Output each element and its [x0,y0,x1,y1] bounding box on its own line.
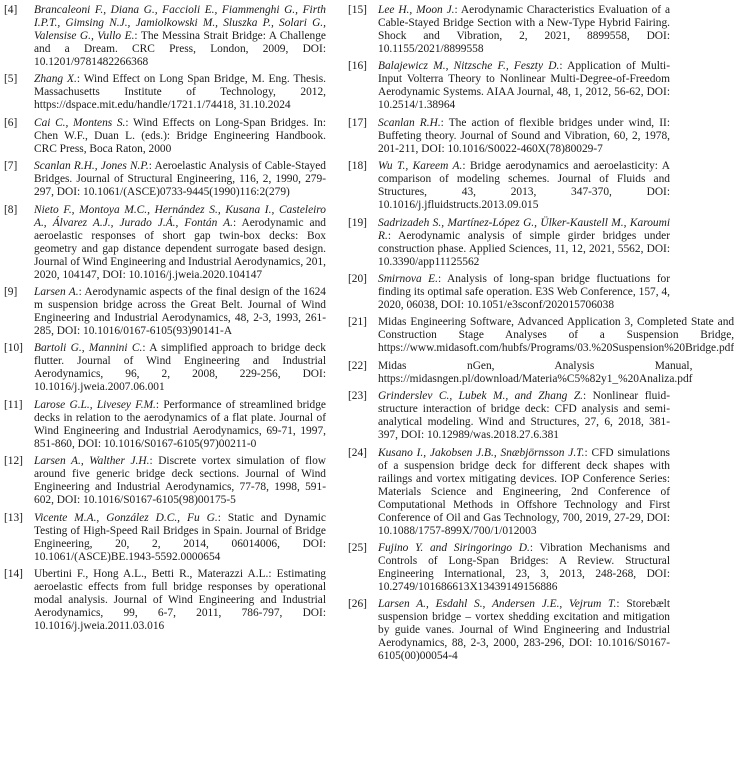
reference-authors: Scanlan R.H. [378,116,441,129]
reference-details: : Nonlinear fluid-structure interaction of bridge deck: CFD analysis and semi-analytical modeling. Wind and Structures, 27, 6, 2018, 381-397, DOI: 10.12989/was.2018.27.6.381 [378,390,670,442]
reference-number: [25] [348,541,367,554]
reference-text [378,217,670,269]
reference-item [4,117,326,156]
reference-item [4,4,326,69]
reference-number: [22] [348,359,367,372]
reference-text [378,4,670,56]
reference-text [378,60,670,112]
reference-number: [7] [4,160,18,173]
reference-details: : Aeroelastic Analysis of Cable-Stayed Bridges. Journal of Structural Engineering, 116, 2, 1990, 279-297, DOI: 10.1061/(ASCE)0733-9445(1990)116:2(279) [34,160,326,199]
reference-authors: Larsen A., Esdahl S., Andersen J.E., Vejrum T. [378,598,617,611]
reference-text [34,399,326,451]
reference-authors: Brancaleoni F., Diana G., Faccioli E., Fiammenghi G., Firth I.P.T., Gimsing N.J., Jamiolkowski M., Sluszka P., Solari G., Valensise G., Vullo E. [34,4,326,42]
reference-item [4,342,326,394]
reference-details: Midas Engineering Software, Advanced Application 3, Completed State and Construction Stage Analyses of a Suspension Bridge, https://www.midasoft.com/hubfs/Programs/03.%20Suspension%20Bridge.pdf [378,316,734,355]
reference-item [4,399,326,451]
reference-item [348,390,670,442]
reference-item [348,117,670,156]
reference-details: : Application of Multi-Input Volterra Theory to Nonlinear Multi-Degree-of-Freedom Aerodynamic Systems. AIAA Journal, 48, 1, 2012, 56-62, DOI: 10.2514/1.38964 [378,60,670,112]
reference-number: [24] [348,446,367,459]
reference-text [34,455,326,507]
reference-details: : A simplified approach to bridge deck flutter. Journal of Wind Engineering and Industrial Aerodynamics, 96, 2, 2008, 229-256, DOI: 10.1016/j.jweia.2007.06.001 [34,342,326,394]
reference-number: [11] [4,398,23,411]
reference-number: [13] [4,511,23,524]
reference-text [34,117,326,156]
reference-number: [18] [348,160,367,173]
reference-item [4,160,326,199]
reference-text [34,512,326,564]
reference-text [378,273,670,312]
reference-authors: Kusano I., Jakobsen J.B., Snæbjörnsson J.T. [378,446,585,459]
reference-text [34,342,326,394]
reference-details: : The action of flexible bridges under wind, II: Buffeting theory. Journal of Sound and Vibration, 60, 2, 1978, 201-211, DOI: 10.1016/S0022-460X(78)80029-7 [378,116,670,155]
reference-item [348,316,734,355]
reference-text [378,117,670,156]
reference-details: : Discrete vortex simulation of flow around five generic bridge deck sections. Journal of Wind Engineering and Industrial Aerodynamics, 77-78, 1998, 591-602, DOI: 10.1016/S0167-6105(98)00175-5 [34,455,326,507]
reference-authors: Lee H., Moon J. [378,4,455,16]
reference-details: : Analysis of long-span bridge fluctuations for finding its optimal safe operation. E3S Web Conference, 157, 4, 2020, 06038, DOI: 10.1051/e3sconf/202015706038 [378,272,670,311]
reference-item [4,455,326,507]
reference-text [378,360,692,386]
reference-item [4,512,326,564]
reference-number: [17] [348,116,367,129]
reference-column-left [4,4,326,637]
reference-number: [5] [4,73,18,86]
reference-number: [6] [4,116,18,129]
reference-text [378,542,670,594]
reference-details: : Static and Dynamic Testing of High-Speed Rail Bridges in Spain. Journal of Bridge Engineering, 20, 2, 2014, 06014006, DOI: 10.1061/(ASCE)BE.1943-5592.0000654 [34,511,326,563]
reference-authors: Balajewicz M., Nitzsche F., Feszty D. [378,60,560,73]
reference-text [34,568,326,633]
reference-authors: Bartoli G., Mannini C. [34,342,143,355]
reference-text [378,447,670,538]
reference-number: [9] [4,285,18,298]
reference-authors: Sadrizadeh S., Martínez-López G., Ülker-Kaustell M., Karoumi R. [378,216,670,242]
reference-number: [16] [348,60,367,73]
reference-details: : The Messina Strait Bridge: A Challenge and a Dream. CRC Press, London, 2009, DOI: 10.1201/9781482266368 [34,30,326,68]
reference-item [348,60,670,112]
reference-text [34,160,326,199]
reference-item [348,160,670,212]
reference-item [4,73,326,112]
reference-item [4,204,326,282]
reference-details: Midas nGen, Analysis Manual, https://midasngen.pl/download/Materia%C5%82y1_%20Analiza.pdf [378,359,693,385]
reference-item [348,4,670,56]
reference-item [348,217,670,269]
reference-details: Ubertini F., Hong A.L., Betti R., Materazzi A.L.: Estimating aeroelastic effects from full bridge responses by operational modal analysis. Journal of Wind Engineering and Industrial Aerodynamics, 99, 6-7, 2011, 786-797, DOI: 10.1016/j.jweia.2011.03.016 [34,567,326,632]
reference-text [34,73,326,112]
reference-item [4,286,326,338]
reference-item [4,568,326,633]
reference-number: [14] [4,567,23,580]
reference-details: : Aerodynamic Characteristics Evaluation of a Cable-Stayed Bridge Section with a New-Type Hybrid Fairing. Shock and Vibration, 2, 2021, 8899558, DOI: 10.1155/2021/8899558 [378,4,671,55]
reference-text [34,204,326,282]
reference-number: [8] [4,203,18,216]
reference-authors: Scanlan R.H., Jones N.P. [34,160,149,173]
reference-number: [23] [348,390,367,403]
reference-authors: Zhang X. [34,73,77,86]
reference-details: : Aerodynamic aspects of the final design of the 1624 m suspension bridge across the Great Belt. Journal of Wind Engineering and Industrial Aerodynamics, 48, 2-3, 1993, 261-285, DOI: 10.1016/0167-6105(93)90141-A [34,285,326,337]
reference-number: [26] [348,598,367,611]
reference-number: [19] [348,216,367,229]
reference-details: : Performance of streamlined bridge decks in relation to the aerodynamics of a flat plate. Journal of Wind Engineering and Industrial Aerodynamics, 69-71, 1997, 851-860, DOI: 10.1016/S0167-6105(97)00211-0 [34,398,326,450]
reference-column-right [348,4,734,668]
reference-authors: Vicente M.A., González D.C., Fu G. [34,511,218,524]
reference-item [348,447,670,538]
reference-details: : Wind Effects on Long-Span Bridges. In: Chen W.F., Duan L. (eds.): Bridge Engineering Handbook. CRC Press, Boca Raton, 2000 [34,116,326,155]
reference-details: : Vibration Mechanisms and Controls of Long-Span Bridges: A Review. Structural Engineering International, 23, 3, 2013, 248-268, DOI: 10.2749/101686613X13439149156886 [378,541,670,593]
reference-text [34,4,326,69]
reference-authors: Cai C., Montens S. [34,116,126,129]
reference-text [34,286,326,338]
reference-details: : Bridge aerodynamics and aeroelasticity: A comparison of modeling schemes. Journal of Fluids and Structures, 43, 2013, 347-370, DOI: 10.1016/j.jfluidstructs.2013.09.015 [378,160,670,212]
reference-text [378,160,670,212]
reference-authors: Grinderslev C., Lubek M., and Zhang Z. [378,390,584,403]
reference-authors: Nieto F., Montoya M.C., Hernández S., Kusana I., Casteleiro A., Álvarez A.J., Jurado J.Á., Fontán A. [34,203,326,229]
reference-item [348,359,693,386]
reference-details: : Wind Effect on Long Span Bridge, M. Eng. Thesis. Massachusetts Institute of Technology, 2012, https://dspace.mit.edu/handle/1721.1/74418, 31.10.2024 [34,73,326,112]
reference-authors: Larsen A., Walther J.H. [34,455,150,468]
reference-authors: Larsen A. [34,285,79,298]
reference-number: [15] [348,4,367,16]
reference-number: [20] [348,272,367,285]
reference-item [348,273,670,312]
reference-details: : Storebælt suspension bridge – vortex shedding excitation and mitigation by guide vanes. Journal of Wind Engineering and Industrial Aerodynamics, 88, 2-3, 2000, 283-296, DOI: 10.1016/S0167-6105(00)00054-4 [378,598,670,663]
reference-details: : Aerodynamic analysis of simple girder bridges under construction phase. Applied Sciences, 11, 12, 2021, 5562, DOI: 10.3390/app11125562 [378,229,670,268]
reference-number: [21] [348,316,367,329]
reference-authors: Wu T., Kareem A. [378,160,463,173]
reference-text [378,598,670,663]
reference-text [378,390,670,442]
reference-number: [4] [4,4,18,16]
reference-authors: Fujino Y. and Siringoringo D. [378,541,530,554]
reference-text [378,316,734,355]
reference-authors: Smirnova E. [378,272,438,285]
reference-item [348,542,670,594]
reference-number: [12] [4,455,23,468]
reference-details: : Aerodynamic and aeroelastic responses of short gap twin-box decks: Box geometry and gap distance dependent surrogate based design. Journal of Wind Engineering and Industrial Aerodynamics, 201, 2020, 104147, DOI: 10.1016/j.jweia.2020.104147 [34,216,327,281]
reference-item [348,598,670,663]
reference-details: : CFD simulations of a suspension bridge deck for different deck shapes with railings and vortex mitigating devices. IOP Conference Series: Materials Science and Engineering, 2nd Conference of Computational Methods in Offshore Technology and First Conference of Oil and Gas Technology, 700, 2019, 27-29, DOI: 10.1088/1757-899X/700/1/012003 [378,446,670,537]
reference-authors: Larose G.L., Livesey F.M. [34,398,156,411]
reference-number: [10] [4,342,23,355]
